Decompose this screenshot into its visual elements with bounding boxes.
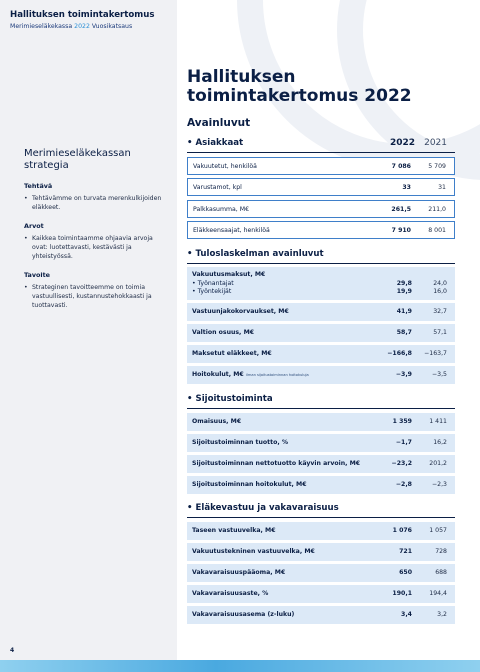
value-2021: 24,0 bbox=[433, 280, 447, 287]
table-row bbox=[187, 221, 455, 239]
section-title: Asiakkaat bbox=[195, 138, 244, 148]
row-label: Vakavaraisuusasema (z-luku) bbox=[192, 611, 295, 618]
table-row bbox=[187, 303, 455, 321]
section-bullet: • bbox=[187, 503, 196, 513]
header-subtitle-org: Merimieseläkekassa bbox=[10, 23, 73, 30]
row-label: Vakuutustekninen vastuuvelka, M€ bbox=[192, 548, 315, 555]
strategy-bullet: • Strateginen tavoitteemme on toimia vastuullisesti, kustannustehokkaasti ja tuottavasti. bbox=[24, 283, 164, 310]
value-2022: −1,7 bbox=[395, 439, 412, 446]
row-label: Vakavaraisuuspääoma, M€ bbox=[192, 569, 286, 576]
value-2022: 19,9 bbox=[396, 288, 412, 295]
row-label: Taseen vastuuvelka, M€ bbox=[192, 527, 276, 534]
strategy-heading-mission: Tehtävä bbox=[24, 182, 53, 190]
table-row bbox=[187, 267, 455, 300]
page-title-line1: Hallituksen bbox=[187, 67, 296, 87]
value-2021: 201,2 bbox=[429, 460, 447, 467]
row-note: ilman sijoitustoiminnan hoitokuluja bbox=[245, 373, 309, 377]
value-2022: 7 086 bbox=[391, 163, 411, 170]
running-header bbox=[10, 10, 154, 30]
row-label: Maksetut eläkkeet, M€ bbox=[192, 350, 272, 357]
value-2021: 688 bbox=[435, 569, 447, 576]
header-subtitle bbox=[10, 23, 154, 30]
section-heading-investments bbox=[187, 394, 455, 408]
table-row bbox=[187, 413, 455, 431]
value-2021: 1 411 bbox=[429, 418, 447, 425]
value-2022: 1 359 bbox=[392, 418, 412, 425]
column-header-2021: 2021 bbox=[424, 138, 447, 148]
page-number: 4 bbox=[10, 647, 15, 654]
value-2022: 41,9 bbox=[396, 308, 412, 315]
page-title-line2: toimintakertomus 2022 bbox=[187, 86, 412, 106]
section-divider bbox=[187, 152, 455, 153]
strategy-title-line1: Merimieseläkekassan bbox=[24, 148, 131, 159]
section-heading-income bbox=[187, 249, 455, 263]
row-sublabel: • Työntekijät bbox=[192, 288, 232, 295]
strategy-panel-background bbox=[0, 0, 177, 660]
header-subtitle-year: 2022 bbox=[74, 23, 90, 30]
table-row bbox=[187, 157, 455, 175]
value-2022: −3,9 bbox=[395, 371, 412, 378]
value-2021: 31 bbox=[438, 184, 446, 191]
value-2021: 16,2 bbox=[433, 439, 447, 446]
section-title: Sijoitustoiminta bbox=[195, 394, 273, 404]
header-title: Hallituksen toimintakertomus bbox=[10, 10, 155, 20]
table-row bbox=[187, 585, 455, 603]
key-figures-heading: Avainluvut bbox=[187, 117, 251, 129]
strategy-list-goal bbox=[24, 283, 164, 310]
strategy-list-values bbox=[24, 234, 164, 261]
strategy-bullet: • Kaikkea toimintaamme ohjaavia arvoja ovat: luotettavasti, kestävästi ja yhteistyössä. bbox=[24, 234, 164, 261]
row-label: Palkkasumma, M€ bbox=[193, 206, 250, 213]
strategy-bullet: • Tehtävämme on turvata merenkulkijoiden eläkkeet. bbox=[24, 194, 164, 212]
bottom-wave-decoration bbox=[0, 660, 480, 672]
section-title: Eläkevastuu ja vakavaraisuus bbox=[195, 503, 339, 513]
value-2021: 57,1 bbox=[433, 329, 447, 336]
value-2022: 7 910 bbox=[391, 227, 411, 234]
row-label: Vakuutetut, henkilöä bbox=[193, 163, 257, 170]
table-row bbox=[187, 476, 455, 494]
column-header-2022: 2022 bbox=[389, 138, 415, 148]
value-2022: −23,2 bbox=[391, 460, 412, 467]
section-divider bbox=[187, 517, 455, 518]
strategy-list-mission bbox=[24, 194, 164, 212]
section-title: Tuloslaskelman avainluvut bbox=[195, 249, 324, 259]
value-2021: −163,7 bbox=[424, 350, 447, 357]
table-row bbox=[187, 345, 455, 363]
strategy-title-line2: strategia bbox=[24, 160, 69, 171]
row-label: Varustamot, kpl bbox=[193, 184, 242, 191]
table-row bbox=[187, 324, 455, 342]
section-bullet: • bbox=[187, 138, 196, 148]
row-label: Vakuutusmaksut, M€ bbox=[192, 271, 266, 278]
table-row bbox=[187, 200, 455, 218]
table-row bbox=[187, 543, 455, 561]
row-label: Sijoitustoiminnan hoitokulut, M€ bbox=[192, 481, 307, 488]
table-row bbox=[187, 178, 455, 196]
table-row bbox=[187, 606, 455, 624]
value-2021: −2,3 bbox=[431, 481, 447, 488]
value-2022: 721 bbox=[399, 548, 412, 555]
value-2021: 8 001 bbox=[428, 227, 446, 234]
section-heading-customers bbox=[187, 138, 455, 152]
strategy-heading-goal: Tavoite bbox=[24, 271, 50, 279]
value-2021: 32,7 bbox=[433, 308, 447, 315]
value-2021: 211,0 bbox=[428, 206, 446, 213]
value-2021: 194,4 bbox=[429, 590, 447, 597]
value-2021: −3,5 bbox=[431, 371, 447, 378]
value-2022: 3,4 bbox=[401, 611, 412, 618]
value-2021: 3,2 bbox=[437, 611, 447, 618]
table-row bbox=[187, 366, 455, 384]
row-label-text: Hoitokulut, M€ bbox=[192, 371, 244, 378]
row-label: Valtion osuus, M€ bbox=[192, 329, 255, 336]
page-title bbox=[187, 68, 412, 106]
value-2022: 261,5 bbox=[391, 206, 411, 213]
row-label: Sijoitustoiminnan nettotuotto käyvin arvoin, M€ bbox=[192, 460, 361, 467]
value-2022: −2,8 bbox=[395, 481, 412, 488]
value-2022: 58,7 bbox=[396, 329, 412, 336]
value-2022: 650 bbox=[399, 569, 412, 576]
row-label: Vakavaraisuusaste, % bbox=[192, 590, 269, 597]
value-2022: 1 076 bbox=[392, 527, 412, 534]
section-bullet: • bbox=[187, 394, 196, 404]
section-divider bbox=[187, 263, 455, 264]
table-row bbox=[187, 434, 455, 452]
row-label bbox=[192, 371, 309, 378]
value-2022: −166,8 bbox=[387, 350, 412, 357]
value-2022: 33 bbox=[402, 184, 411, 191]
header-subtitle-suffix: Vuosikatsaus bbox=[91, 23, 133, 30]
strategy-heading-values: Arvot bbox=[24, 222, 44, 230]
value-2021: 16,0 bbox=[433, 288, 447, 295]
row-label: Sijoitustoiminnan tuotto, % bbox=[192, 439, 289, 446]
table-row bbox=[187, 522, 455, 540]
table-row bbox=[187, 455, 455, 473]
row-label: Omaisuus, M€ bbox=[192, 418, 242, 425]
strategy-sidebar bbox=[24, 148, 164, 320]
strategy-title bbox=[24, 148, 164, 172]
table-row bbox=[187, 564, 455, 582]
section-bullet: • bbox=[187, 249, 196, 259]
row-label: Vastuunjakokorvaukset, M€ bbox=[192, 308, 289, 315]
value-2021: 728 bbox=[435, 548, 447, 555]
value-2021: 1 057 bbox=[429, 527, 447, 534]
section-divider bbox=[187, 408, 455, 409]
value-2022: 190,1 bbox=[392, 590, 412, 597]
value-2021: 5 709 bbox=[428, 163, 446, 170]
row-label: Eläkkeensaajat, henkilöä bbox=[193, 227, 270, 234]
row-sublabel: • Työnantajat bbox=[192, 280, 234, 287]
section-heading-pension-liability bbox=[187, 503, 455, 517]
value-2022: 29,8 bbox=[396, 280, 412, 287]
